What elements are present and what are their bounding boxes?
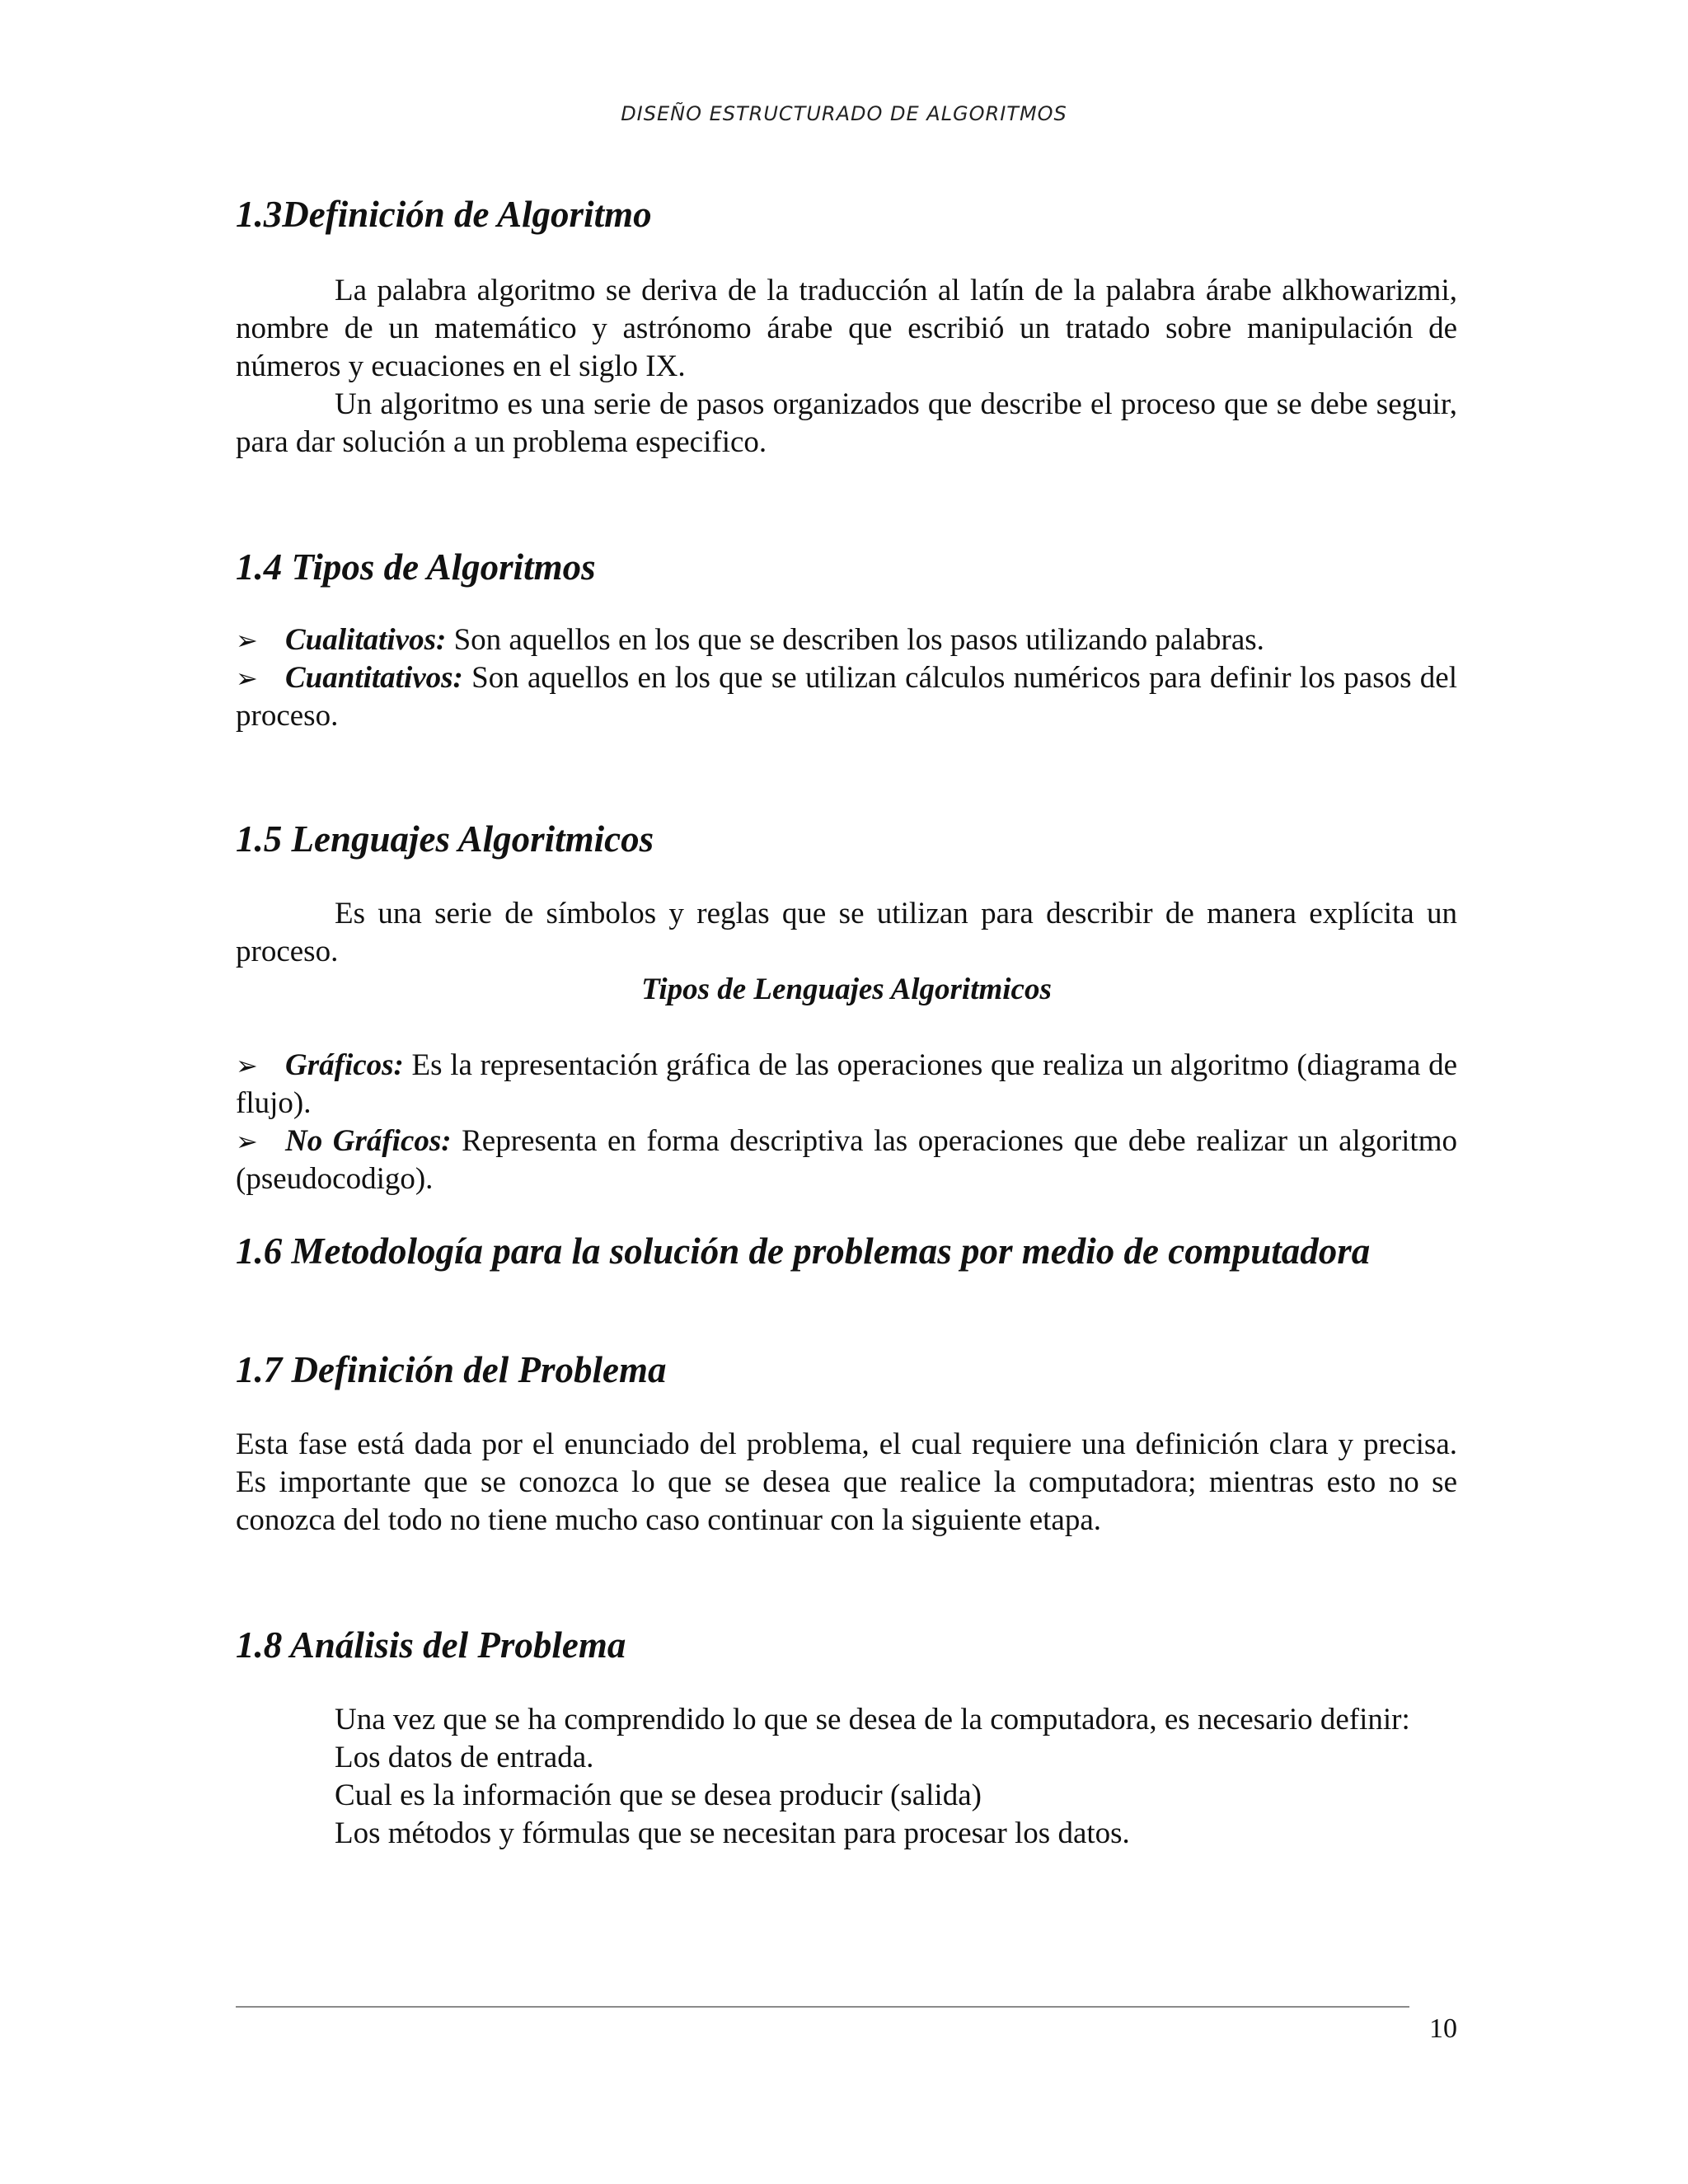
section-heading-1-8: 1.8 Análisis del Problema — [236, 1624, 626, 1666]
arrow-bullet-icon: ➢ — [236, 1050, 258, 1081]
section-1-7-paragraph-1: Esta fase está dada por el enunciado del problema, el cual requiere una definición clara y precisa. Es importante que se conozca lo que se desea que realice la computadora; mientras esto no se conozca del todo no tiene mucho caso continuar con la siguiente etapa. — [236, 1427, 1457, 1537]
bullet-item-no-graficos — [236, 1122, 1457, 1198]
bullet-text: Son aquellos en los que se describen los pasos utilizando palabras. — [446, 623, 1264, 657]
footer-divider — [236, 2006, 1409, 2008]
bullet-text: Son aquellos en los que se utilizan cálculos numéricos para definir los pasos del proceso. — [236, 661, 1457, 733]
arrow-bullet-icon: ➢ — [236, 1126, 258, 1157]
bullet-item-graficos — [236, 1047, 1457, 1122]
arrow-bullet-icon: ➢ — [236, 663, 258, 694]
bullet-term: Gráficos: — [285, 1048, 404, 1082]
list-item: Cual es la información que se desea producir (salida) — [335, 1779, 982, 1812]
section-heading-1-4: 1.4 Tipos de Algoritmos — [236, 546, 596, 588]
page-number: 10 — [1429, 2013, 1457, 2044]
bullet-term: Cuantitativos: — [285, 661, 463, 695]
section-1-3-paragraph-1: La palabra algoritmo se deriva de la traducción al latín de la palabra árabe alkhowarizmi, nombre de un matemático y astrónomo árabe que escribió un tratado sobre manipulación de números y ecuaciones en el siglo IX. — [236, 274, 1457, 383]
bullet-text: Representa en forma descriptiva las operaciones que debe realizar un algoritmo (pseudocodigo). — [236, 1124, 1457, 1196]
arrow-bullet-icon: ➢ — [236, 625, 258, 656]
section-heading-1-3: 1.3Definición de Algoritmo — [236, 194, 652, 235]
running-header: DISEÑO ESTRUCTURADO DE ALGORITMOS — [621, 102, 1067, 125]
section-heading-1-5: 1.5 Lenguajes Algoritmicos — [236, 818, 654, 860]
section-1-5-paragraph-1: Es una serie de símbolos y reglas que se utilizan para describir de manera explícita un proceso. — [236, 897, 1457, 968]
section-heading-1-6: 1.6 Metodología para la solución de problemas por medio de computadora — [236, 1230, 1371, 1272]
bullet-text: Es la representación gráfica de las operaciones que realiza un algoritmo (diagrama de flujo). — [236, 1048, 1457, 1120]
bullet-term: No Gráficos: — [285, 1124, 452, 1158]
section-1-5-subheading: Tipos de Lenguajes Algoritmicos — [641, 972, 1052, 1006]
list-item: Los datos de entrada. — [335, 1741, 594, 1774]
section-1-3-paragraph-2: Un algoritmo es una serie de pasos organizados que describe el proceso que se debe seguir, para dar solución a un problema especifico. — [236, 387, 1457, 459]
bullet-term: Cualitativos: — [285, 623, 447, 657]
bullet-item-cuantitativos — [236, 659, 1457, 735]
section-heading-1-7: 1.7 Definición del Problema — [236, 1349, 667, 1390]
page-content — [236, 191, 1457, 1853]
list-item: Los métodos y fórmulas que se necesitan para procesar los datos. — [335, 1816, 1130, 1850]
bullet-item-cualitativos — [236, 621, 1457, 659]
section-1-8-paragraph-1: Una vez que se ha comprendido lo que se desea de la computadora, es necesario definir: — [335, 1703, 1410, 1736]
